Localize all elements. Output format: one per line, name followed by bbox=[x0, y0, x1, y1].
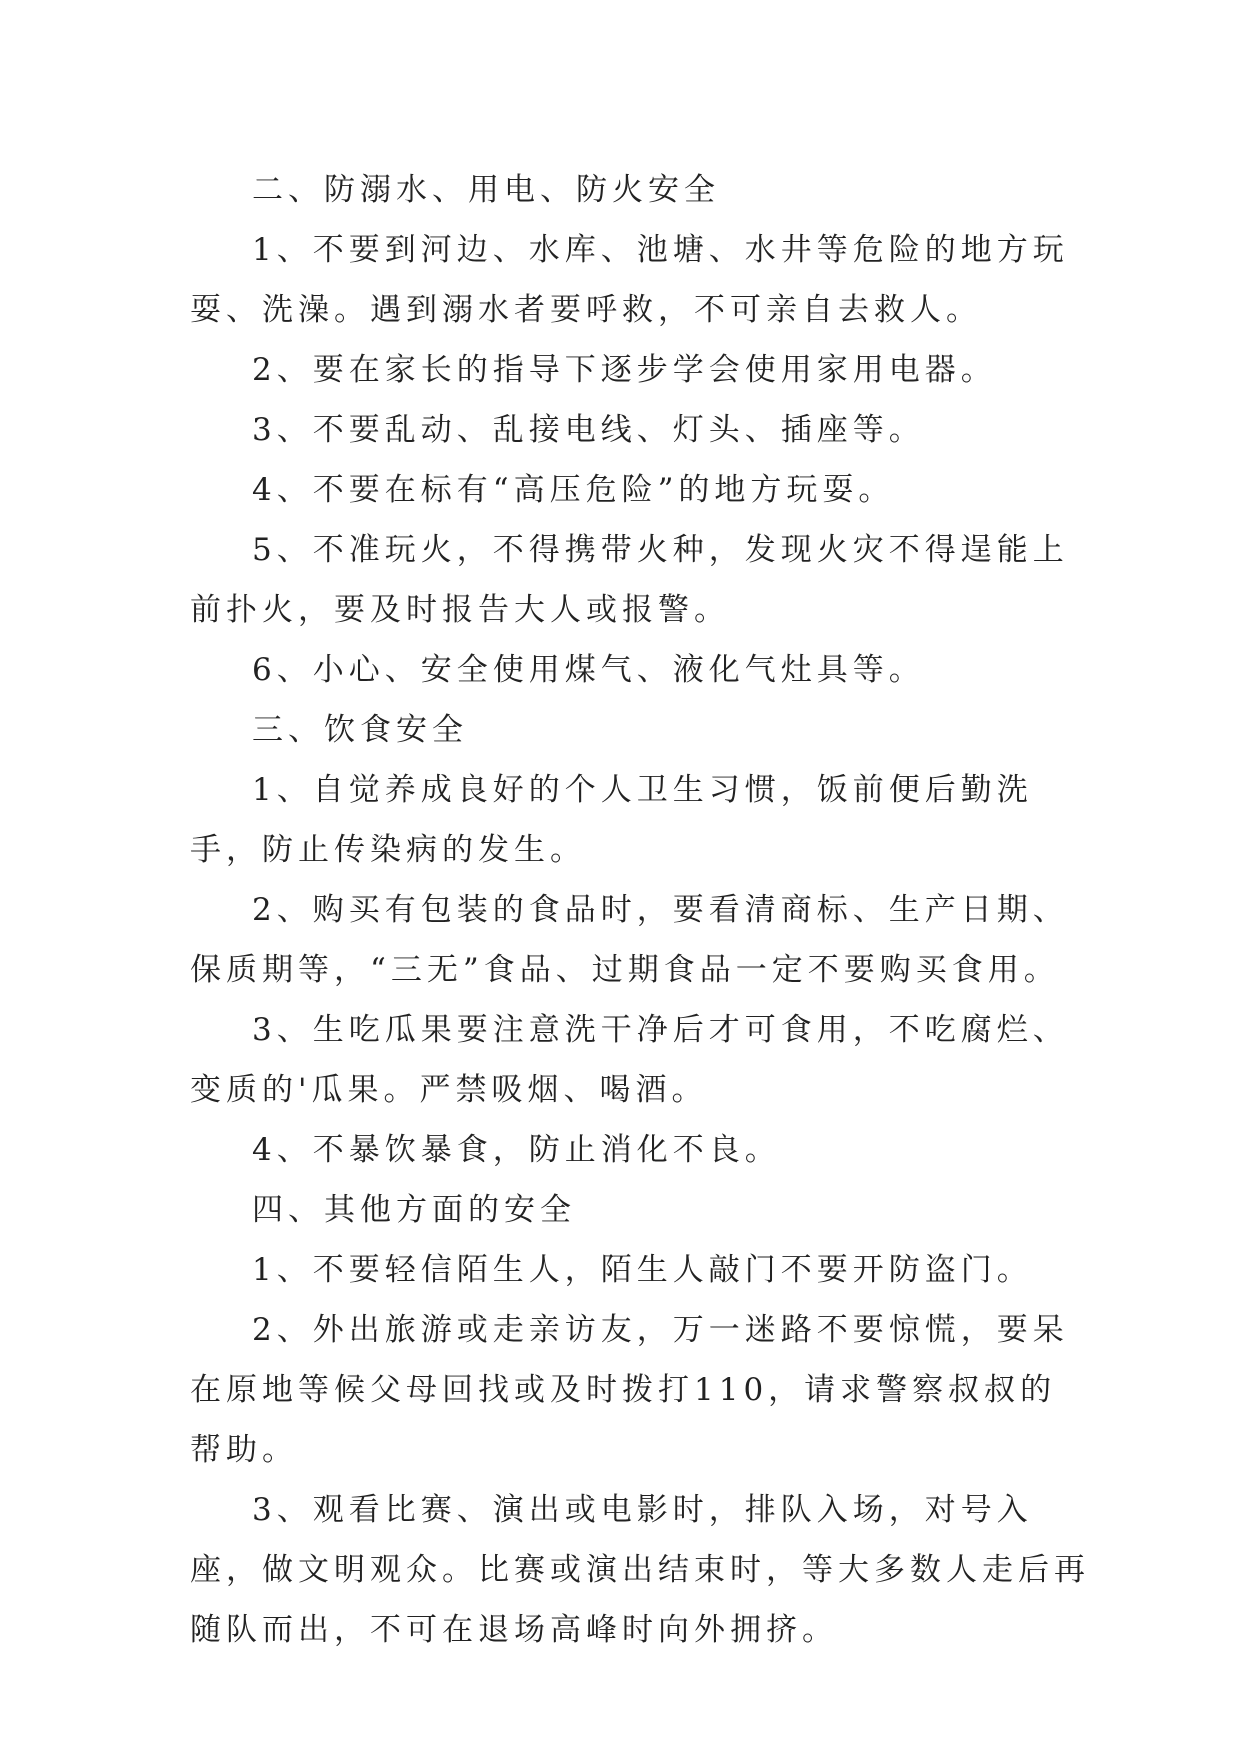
paragraph-strangers: 1、不要轻信陌生人，陌生人敲门不要开防盗门。 bbox=[252, 1252, 1033, 1288]
section-heading-other-safety: 四、其他方面的安全 bbox=[252, 1192, 576, 1228]
paragraph-gas-stove: 6、小心、安全使用煤气、液化气灶具等。 bbox=[252, 652, 925, 688]
paragraph-fire: 5、不准玩火，不得携带火种，发现火灾不得逞能上前扑火，要及时报告大人或报警。 bbox=[190, 532, 1069, 628]
paragraph-getting-lost: 2、外出旅游或走亲访友，万一迷路不要惊慌，要呆在原地等候父母回找或及时拨打110，请求警察叔叔的帮助。 bbox=[190, 1312, 1069, 1468]
section-heading-food-safety: 三、饮食安全 bbox=[252, 712, 468, 748]
paragraph-water-safety: 1、不要到河边、水库、池塘、水井等危险的地方玩耍、洗澡。遇到溺水者要呼救，不可亲自去救人。 bbox=[190, 232, 1069, 328]
paragraph-fruit: 3、生吃瓜果要注意洗干净后才可食用，不吃腐烂、变质的'瓜果。严禁吸烟、喝酒。 bbox=[190, 1012, 1069, 1108]
paragraph-events: 3、观看比赛、演出或电影时，排队入场，对号入座，做文明观众。比赛或演出结束时，等大多数人走后再随队而出，不可在退场高峰时向外拥挤。 bbox=[190, 1492, 1090, 1648]
section-heading-water-electric-fire: 二、防溺水、用电、防火安全 bbox=[252, 172, 720, 208]
paragraph-packaged-food: 2、购买有包装的食品时，要看清商标、生产日期、保质期等，“三无”食品、过期食品一定不要购买食用。 bbox=[190, 892, 1069, 988]
paragraph-appliance-use: 2、要在家长的指导下逐步学会使用家用电器。 bbox=[252, 352, 997, 388]
paragraph-hygiene: 1、自觉养成良好的个人卫生习惯，饭前便后勤洗手，防止传染病的发生。 bbox=[190, 772, 1033, 868]
document-body bbox=[190, 160, 1090, 1660]
paragraph-overeating: 4、不暴饮暴食，防止消化不良。 bbox=[252, 1132, 781, 1168]
paragraph-wiring: 3、不要乱动、乱接电线、灯头、插座等。 bbox=[252, 412, 925, 448]
paragraph-high-voltage: 4、不要在标有“高压危险”的地方玩耍。 bbox=[252, 472, 895, 508]
